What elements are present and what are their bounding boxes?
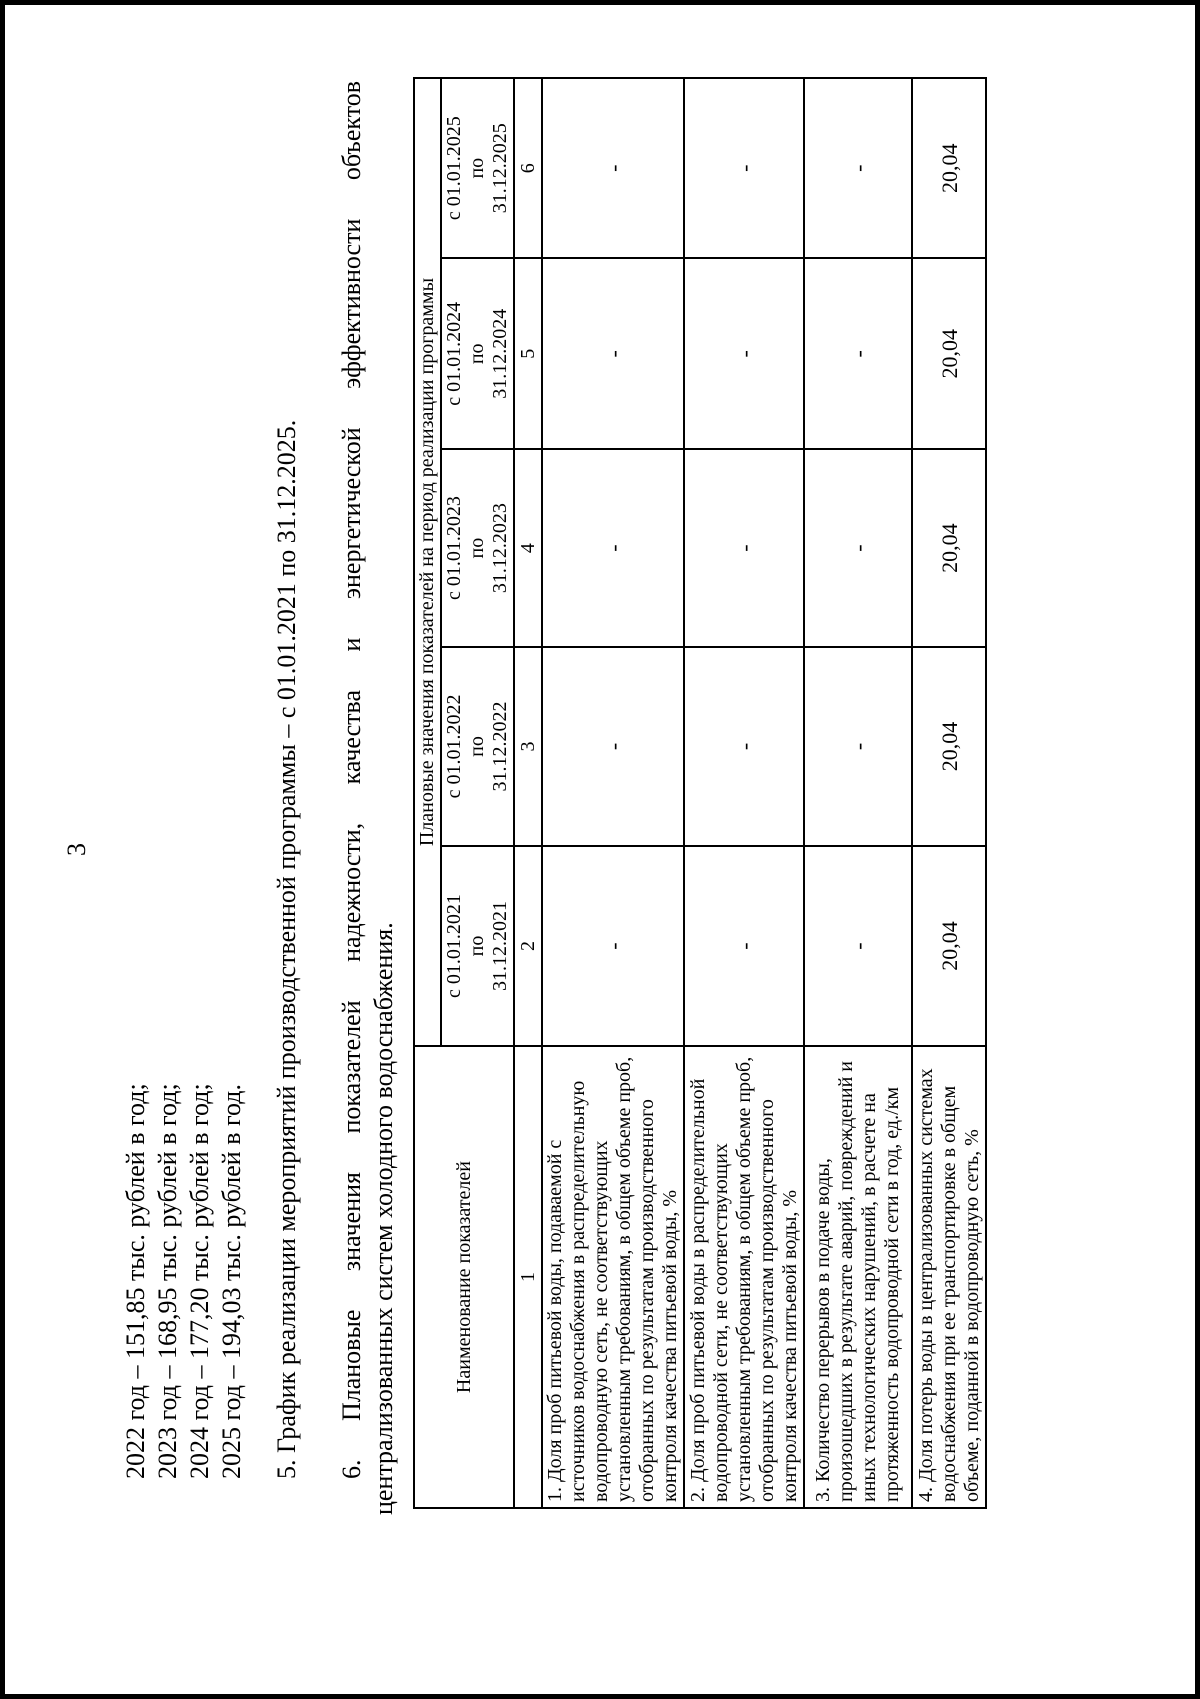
indicator-value: 20,04 [912, 258, 986, 449]
column-number: 5 [514, 258, 542, 449]
indicator-value: - [684, 846, 804, 1046]
table-row [912, 78, 986, 1508]
indicator-value: - [804, 78, 912, 258]
indicators-table [413, 77, 987, 1509]
indicator-value: - [542, 78, 684, 258]
indicator-name: 2. Доля проб питьевой воды в распределительной водопроводной сети, не соответствующих установленным требованиям, в общем объеме проб, отобранных по результатам производственного контроля качества питьевой воды, % [684, 1046, 804, 1508]
column-number: 3 [514, 647, 542, 846]
planned-values-header: Плановые значения показателей на период реализации программы [414, 78, 441, 1046]
period-from: с 01.01.2022 [443, 694, 465, 799]
section-6-line-2: централизованных систем холодного водоснабжения. [369, 922, 398, 1515]
period-to: 31.12.2022 [489, 701, 511, 792]
indicator-value: - [804, 449, 912, 647]
period-po: по [466, 935, 488, 957]
budget-line: 2025 год – 194,03 тыс. рублей в год. [217, 1084, 246, 1479]
period-header [441, 846, 514, 1046]
period-from: с 01.01.2024 [443, 301, 465, 406]
period-to: 31.12.2021 [489, 901, 511, 992]
page-number: 3 [62, 843, 91, 856]
period-header [441, 258, 514, 449]
period-to: 31.12.2025 [489, 123, 511, 214]
period-po: по [466, 537, 488, 559]
indicator-name: 3. Количество перерывов в подаче воды, произошедших в результате аварий, повреждений и иных технологических нарушений, в расчете на протяженность водопроводной сети в год, ед./км [804, 1046, 912, 1508]
period-to: 31.12.2023 [489, 503, 511, 594]
indicator-value: - [804, 846, 912, 1046]
table-row [684, 78, 804, 1508]
indicator-value: 20,04 [912, 449, 986, 647]
column-number: 2 [514, 846, 542, 1046]
indicator-value: - [542, 258, 684, 449]
section-6-heading [336, 81, 400, 1515]
indicator-value: - [684, 449, 804, 647]
period-from: с 01.01.2025 [443, 116, 465, 221]
period-from: с 01.01.2023 [443, 496, 465, 601]
column-number: 4 [514, 449, 542, 647]
column-number: 1 [514, 1046, 542, 1508]
indicator-name: 1. Доля проб питьевой воды, подаваемой с источников водоснабжения в распределительную водопроводную сеть, не соответствующих установленным требованиям, в общем объеме проб, отобранных по результатам производственного контроля качества питьевой воды, % [542, 1046, 684, 1508]
indicator-value: 20,04 [912, 647, 986, 846]
period-to: 31.12.2024 [489, 308, 511, 399]
budget-line: 2022 год – 151,85 тыс. рублей в год; [121, 1083, 150, 1479]
indicator-value: - [684, 258, 804, 449]
budget-lines [120, 1083, 248, 1479]
indicator-value: - [542, 846, 684, 1046]
indicator-value: - [684, 647, 804, 846]
period-po: по [466, 157, 488, 179]
name-column-header: Наименование показателей [414, 1046, 514, 1508]
period-header [441, 647, 514, 846]
indicator-value: - [804, 647, 912, 846]
indicator-value: 20,04 [912, 846, 986, 1046]
indicator-value: - [542, 647, 684, 846]
period-header [441, 78, 514, 258]
indicator-name: 4. Доля потерь воды в централизованных системах водоснабжения при ее транспортировке в общем объеме, поданной в водопроводную сеть, % [912, 1046, 986, 1508]
section-5-schedule: 5. График реализации мероприятий производственной программы – с 01.01.2021 по 31.12.2025. [272, 419, 301, 1479]
period-po: по [466, 343, 488, 365]
section-6-line-1: 6. Плановые значения показателей надежности, качества и энергетической эффективности объектов [337, 81, 366, 1479]
period-header [441, 449, 514, 647]
budget-line: 2023 год – 168,95 тыс. рублей в год; [153, 1083, 182, 1479]
indicator-value: - [684, 78, 804, 258]
table-row [804, 78, 912, 1508]
budget-line: 2024 год – 177,20 тыс. рублей в год; [185, 1083, 214, 1479]
indicator-value: - [542, 449, 684, 647]
indicator-value: - [804, 258, 912, 449]
indicator-value: 20,04 [912, 78, 986, 258]
period-from: с 01.01.2021 [443, 894, 465, 998]
table-row [542, 78, 684, 1508]
period-po: по [466, 736, 488, 757]
column-number: 6 [514, 78, 542, 258]
